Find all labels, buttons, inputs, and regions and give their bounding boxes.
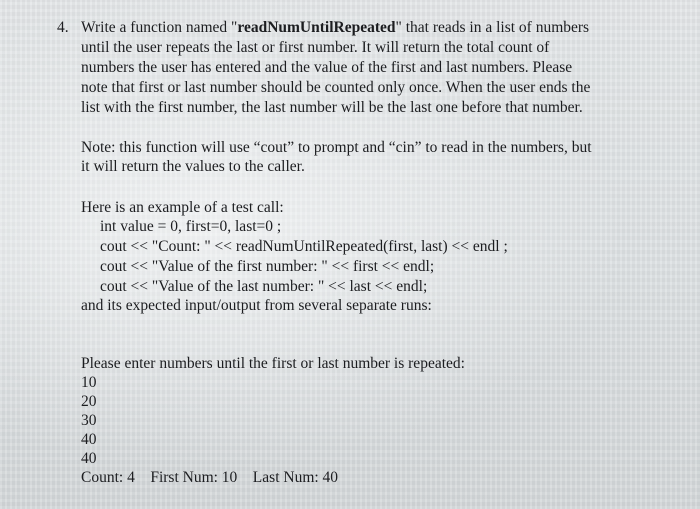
run-input: 30 xyxy=(81,412,97,429)
example-heading: Here is an example of a test call: xyxy=(81,199,284,216)
run-input: 10 xyxy=(81,374,97,391)
question-number: 4. xyxy=(57,19,69,36)
code-line: cout << "Value of the last number: " << last << endl; xyxy=(100,278,428,295)
intro-prefix: Write a function named " xyxy=(81,19,238,36)
code-line: cout << "Count: " << readNumUntilRepeated(first, last) << endl ; xyxy=(100,238,508,255)
intro-suffix: " that reads in a list of numbers xyxy=(395,19,590,36)
run-input: 40 xyxy=(81,450,97,467)
question-line: until the user repeats the last or first number. It will return the total count of xyxy=(81,39,550,56)
function-name: readNumUntilRepeated xyxy=(237,19,396,36)
question-line: numbers the user has entered and the value of the first and last numbers. Please xyxy=(81,59,573,76)
question-line: note that first or last number should be counted only once. When the user ends the xyxy=(81,79,591,96)
note-line: Note: this function will use “cout” to prompt and “cin” to read in the numbers, but xyxy=(81,139,592,156)
run-input: 20 xyxy=(81,393,97,410)
run-result: Count: 4 First Num: 10 Last Num: 40 xyxy=(81,469,339,486)
code-line: int value = 0, first=0, last=0 ; xyxy=(100,218,282,235)
question-line: list with the first number, the last number will be the last one before that number. xyxy=(81,99,583,116)
run-prompt: Please enter numbers until the first or last number is repeated: xyxy=(81,355,465,372)
question-intro-line xyxy=(81,18,589,38)
code-line: cout << "Value of the first number: " << first << endl; xyxy=(100,258,435,275)
run-input: 40 xyxy=(81,431,97,448)
example-footer: and its expected input/output from several separate runs: xyxy=(81,297,432,314)
note-line: it will return the values to the caller. xyxy=(81,158,305,175)
